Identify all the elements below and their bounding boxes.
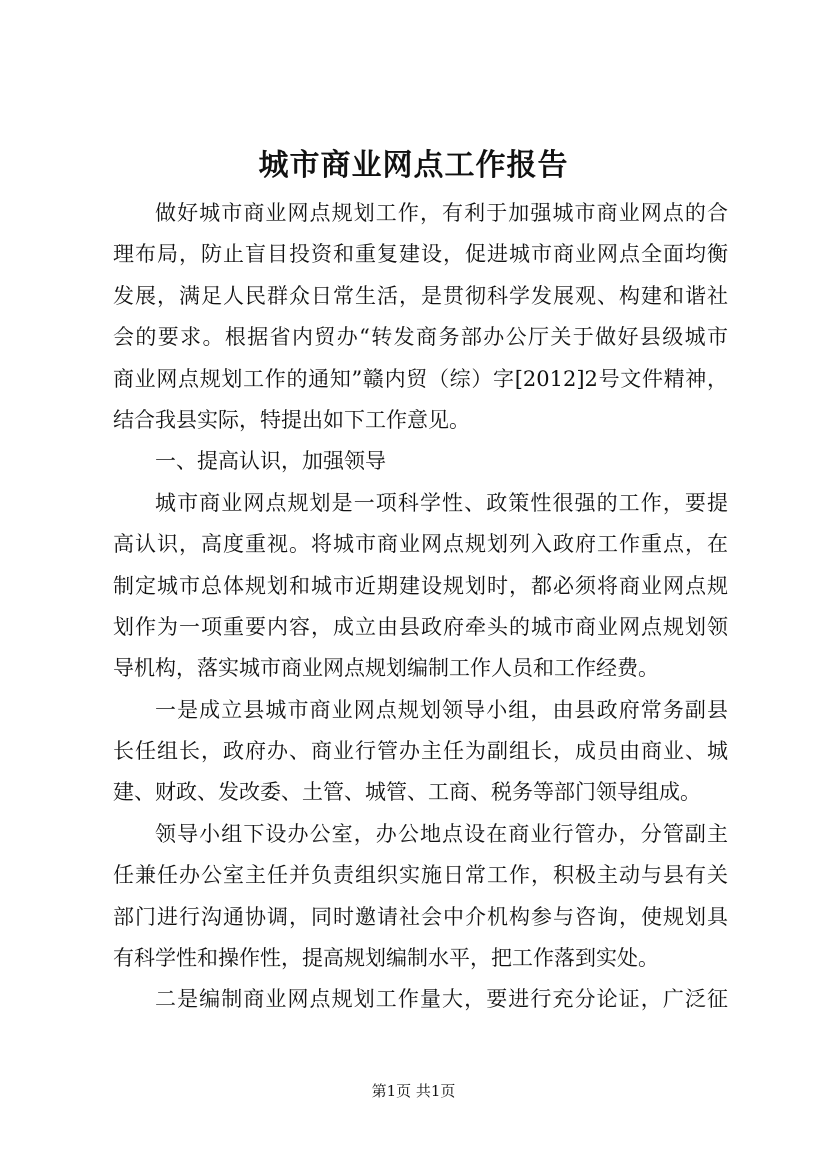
paragraph-line: 城市商业网点规划是一项科学性、政策性很强的工作，要提 xyxy=(155,490,728,515)
page-footer: 第1页 共1页 xyxy=(371,1082,456,1100)
section-heading: 一、提高认识，加强领导 xyxy=(155,449,386,474)
document-body xyxy=(113,193,728,1021)
paragraph-line: 建、财政、发改委、土管、城管、工商、税务等部门领导组成。 xyxy=(113,780,701,805)
paragraph-line: 会的要求。根据省内贸办“转发商务部办公厅关于做好县级城市 xyxy=(113,325,728,350)
paragraph-line: 领导小组下设办公室，办公地点设在商业行管办，分管副主 xyxy=(155,821,728,846)
paragraph-line: 导机构，落实城市商业网点规划编制工作人员和工作经费。 xyxy=(113,656,659,681)
paragraph-line: 二是编制商业网点规划工作量大，要进行充分论证，广泛征 xyxy=(155,987,728,1012)
paragraph-line: 制定城市总体规划和城市近期建设规划时，都必须将商业网点规 xyxy=(113,573,728,598)
paragraph-line: 做好城市商业网点规划工作，有利于加强城市商业网点的合 xyxy=(155,201,728,225)
paragraph-line: 一是成立县城市商业网点规划领导小组，由县政府常务副县 xyxy=(155,697,728,722)
paragraph-line: 长任组长，政府办、商业行管办主任为副组长，成员由商业、城 xyxy=(113,739,728,764)
paragraph-line: 部门进行沟通协调，同时邀请社会中介机构参与咨询，使规划具 xyxy=(113,904,728,929)
paragraph-line: 商业网点规划工作的通知”赣内贸（综）字[2012]2号文件精神， xyxy=(113,366,728,391)
paragraph-line: 高认识，高度重视。将城市商业网点规划列入政府工作重点，在 xyxy=(113,532,728,557)
paragraph-line: 任兼任办公室主任并负责组织实施日常工作，积极主动与县有关 xyxy=(113,863,728,888)
document-title: 城市商业网点工作报告 xyxy=(258,148,569,183)
paragraph-line: 发展，满足人民群众日常生活，是贯彻科学发展观、构建和谐社 xyxy=(113,283,728,308)
paragraph-line: 结合我县实际，特提出如下工作意见。 xyxy=(113,407,470,432)
paragraph-line: 有科学性和操作性，提高规划编制水平，把工作落到实处。 xyxy=(113,946,659,971)
paragraph-line: 划作为一项重要内容，成立由县政府牵头的城市商业网点规划领 xyxy=(113,614,728,639)
paragraph-line: 理布局，防止盲目投资和重复建设，促进城市商业网点全面均衡 xyxy=(113,242,728,267)
